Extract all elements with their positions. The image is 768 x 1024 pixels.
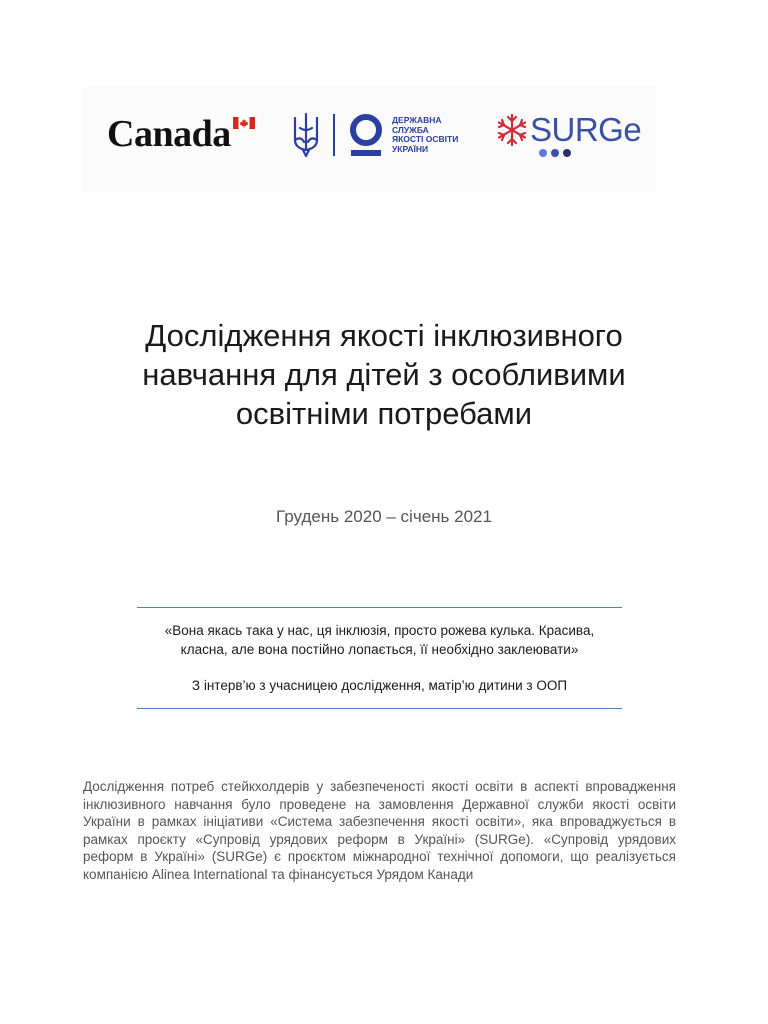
- quote-text: [137, 621, 622, 659]
- sqe-logo-line: СЛУЖБА: [392, 124, 429, 135]
- sqe-logo-line: ДЕРЖАВНА: [392, 115, 442, 125]
- canada-wordmark: Canada: [107, 113, 231, 155]
- quote-rule-top: [137, 607, 622, 608]
- sqe-logo-line: УКРАЇНИ: [392, 143, 429, 154]
- sqe-logo-text: [392, 116, 482, 154]
- surge-dots-icon: [538, 148, 578, 158]
- quote-source: З інтерв’ю з учасницею дослідження, матір’ю дитини з ООП: [191, 678, 568, 693]
- sqe-logo-icon: [346, 112, 386, 158]
- quote-rule-bottom: [137, 708, 622, 709]
- surge-wordmark: SURGe: [530, 111, 642, 148]
- title-line: освітніми потребами: [235, 396, 533, 431]
- coat-of-arms-icon: [292, 112, 320, 158]
- logo-divider: [333, 114, 335, 156]
- sqe-logo-line: ЯКОСТІ ОСВІТИ: [392, 134, 459, 144]
- canada-logo: [107, 113, 257, 155]
- title-line: Дослідження якості інклюзивного: [145, 318, 623, 353]
- canada-flag-icon: [233, 117, 255, 129]
- snowflake-icon: [494, 112, 530, 148]
- surge-logo: [494, 110, 644, 162]
- quote-line: «Вона якась така у нас, ця інклюзія, просто рожева кулька. Красива,: [164, 623, 595, 638]
- period-subtitle: Грудень 2020 – січень 2021: [276, 507, 492, 526]
- page-title: [60, 316, 708, 433]
- description-paragraph: Дослідження потреб стейкхолдерів у забезпеченості якості освіти в аспекті впровадження інклюзивного навчання було проведене на замовлення Державної служби якості освіти України в рамках ініціативи «Система забезпечення якості освіти», яка впроваджується в рамках проєкту «Супровід урядових реформ в Україні» (SURGe). «Супровід урядових реформ в Україні» (SURGe) є проєктом міжнародної технічної допомоги, що реалізується компанією Alinea International та фінансується Урядом Канади: [83, 779, 676, 882]
- quote-line: класна, але вона постійно лопається, її необхідно заклеювати»: [180, 642, 579, 657]
- title-line: навчання для дітей з особливими: [142, 357, 626, 392]
